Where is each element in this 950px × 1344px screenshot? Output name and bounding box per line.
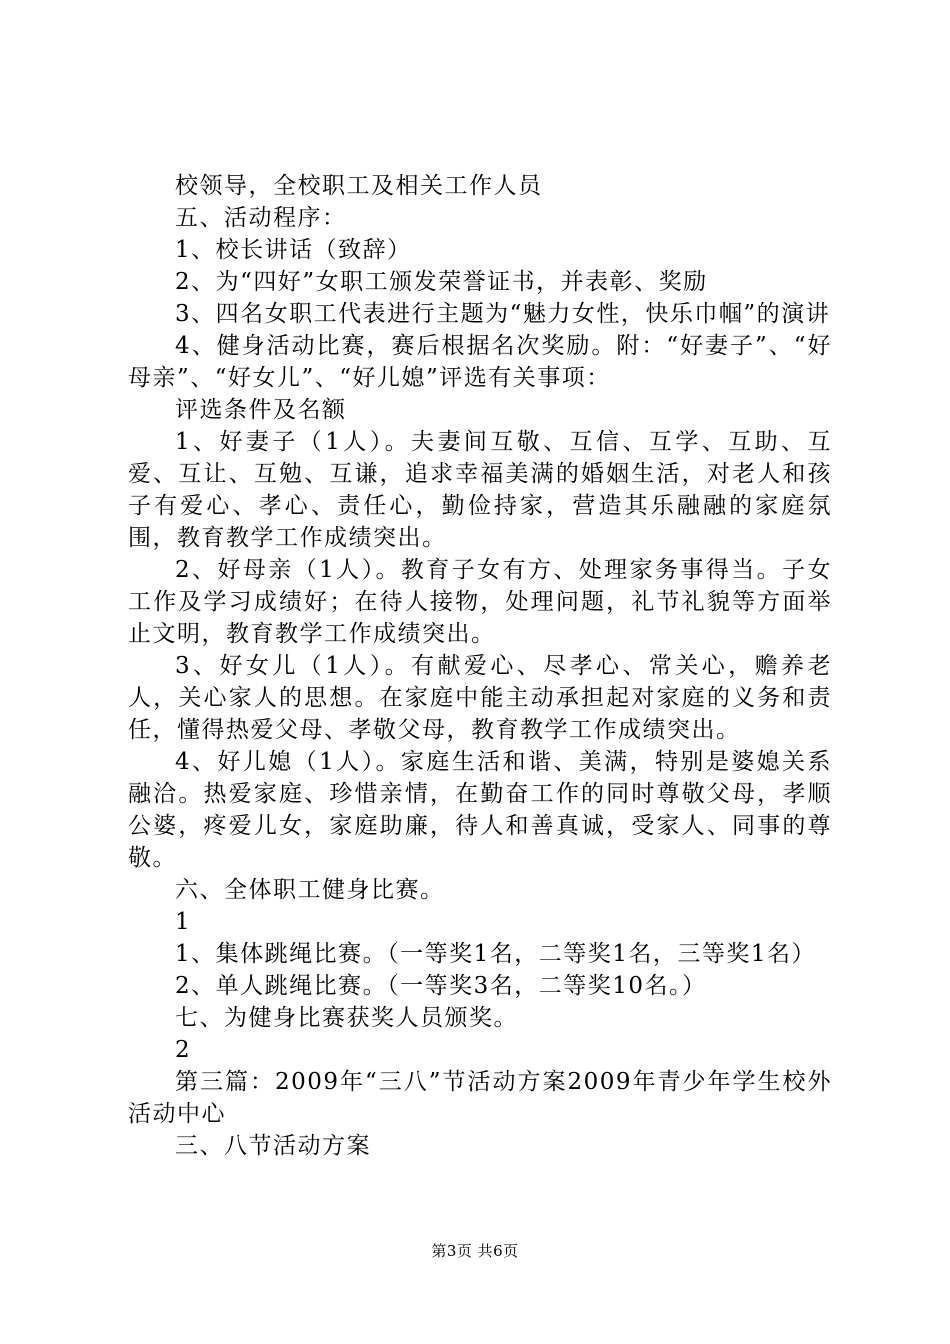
section-heading: 六、全体职工健身比赛。 (175, 877, 445, 903)
inline-number: 1 (175, 909, 192, 935)
paragraph: 2、单人跳绳比赛。（一等奖3名，二等奖10名。） (175, 973, 707, 999)
paragraph: 三、八节活动方案 (175, 1133, 371, 1159)
paragraph: 1、集体跳绳比赛。（一等奖1名，二等奖1名，三等奖1名） (175, 941, 817, 967)
inline-number: 2 (175, 1037, 192, 1063)
section-heading: 七、为健身比赛获奖人员颁奖。 (175, 1005, 518, 1031)
page-footer: 第3页 共6页 (431, 1242, 519, 1260)
paragraph: 3、好女儿（1人）。有献爱心、尽孝心、常关心，赡养老人，关心家人的思想。在家庭中能主动承担起对家庭的义务和责任，懂得热爱父母、孝敬父母，教育教学工作成绩突出。 (128, 653, 832, 743)
paragraph: 1、好妻子（1人）。夫妻间互敬、互信、互学、互助、互爱、互让、互勉、互谦，追求幸福美满的婚姻生活，对老人和孩子有爱心、孝心、责任心，勤俭持家，营造其乐融融的家庭氛围，教育教学工作成绩突出。 (128, 429, 832, 551)
section-heading: 五、活动程序： (175, 205, 347, 231)
paragraph: 4、健身活动比赛，赛后根据名次奖励。附：“好妻子”、“好母亲”、“好女儿”、“好儿媳”评选有关事项： (128, 333, 832, 391)
paragraph: 3、四名女职工代表进行主题为“魅力女性，快乐巾帼”的演讲 (175, 301, 831, 327)
paragraph: 2、为“四好”女职工颁发荣誉证书，并表彰、奖励 (175, 269, 708, 295)
paragraph: 4、好儿媳（1人）。家庭生活和谐、美满，特别是婆媳关系融洽。热爱家庭、珍惜亲情，在勤奋工作的同时尊敬父母，孝顺公婆，疼爱儿女，家庭助廉，待人和善真诚，受家人、同事的尊敬。 (128, 749, 832, 871)
subheading: 评选条件及名额 (175, 397, 347, 423)
paragraph: 第三篇：2009年“三八”节活动方案2009年青少年学生校外活动中心 (128, 1069, 832, 1127)
paragraph: 校领导，全校职工及相关工作人员 (175, 173, 543, 199)
paragraph: 1、校长讲话（致辞） (175, 237, 412, 263)
document-body (128, 170, 832, 1162)
paragraph: 2、好母亲（1人）。教育子女有方、处理家务事得当。子女工作及学习成绩好；在待人接物，处理问题，礼节礼貌等方面举止文明，教育教学工作成绩突出。 (128, 557, 832, 647)
